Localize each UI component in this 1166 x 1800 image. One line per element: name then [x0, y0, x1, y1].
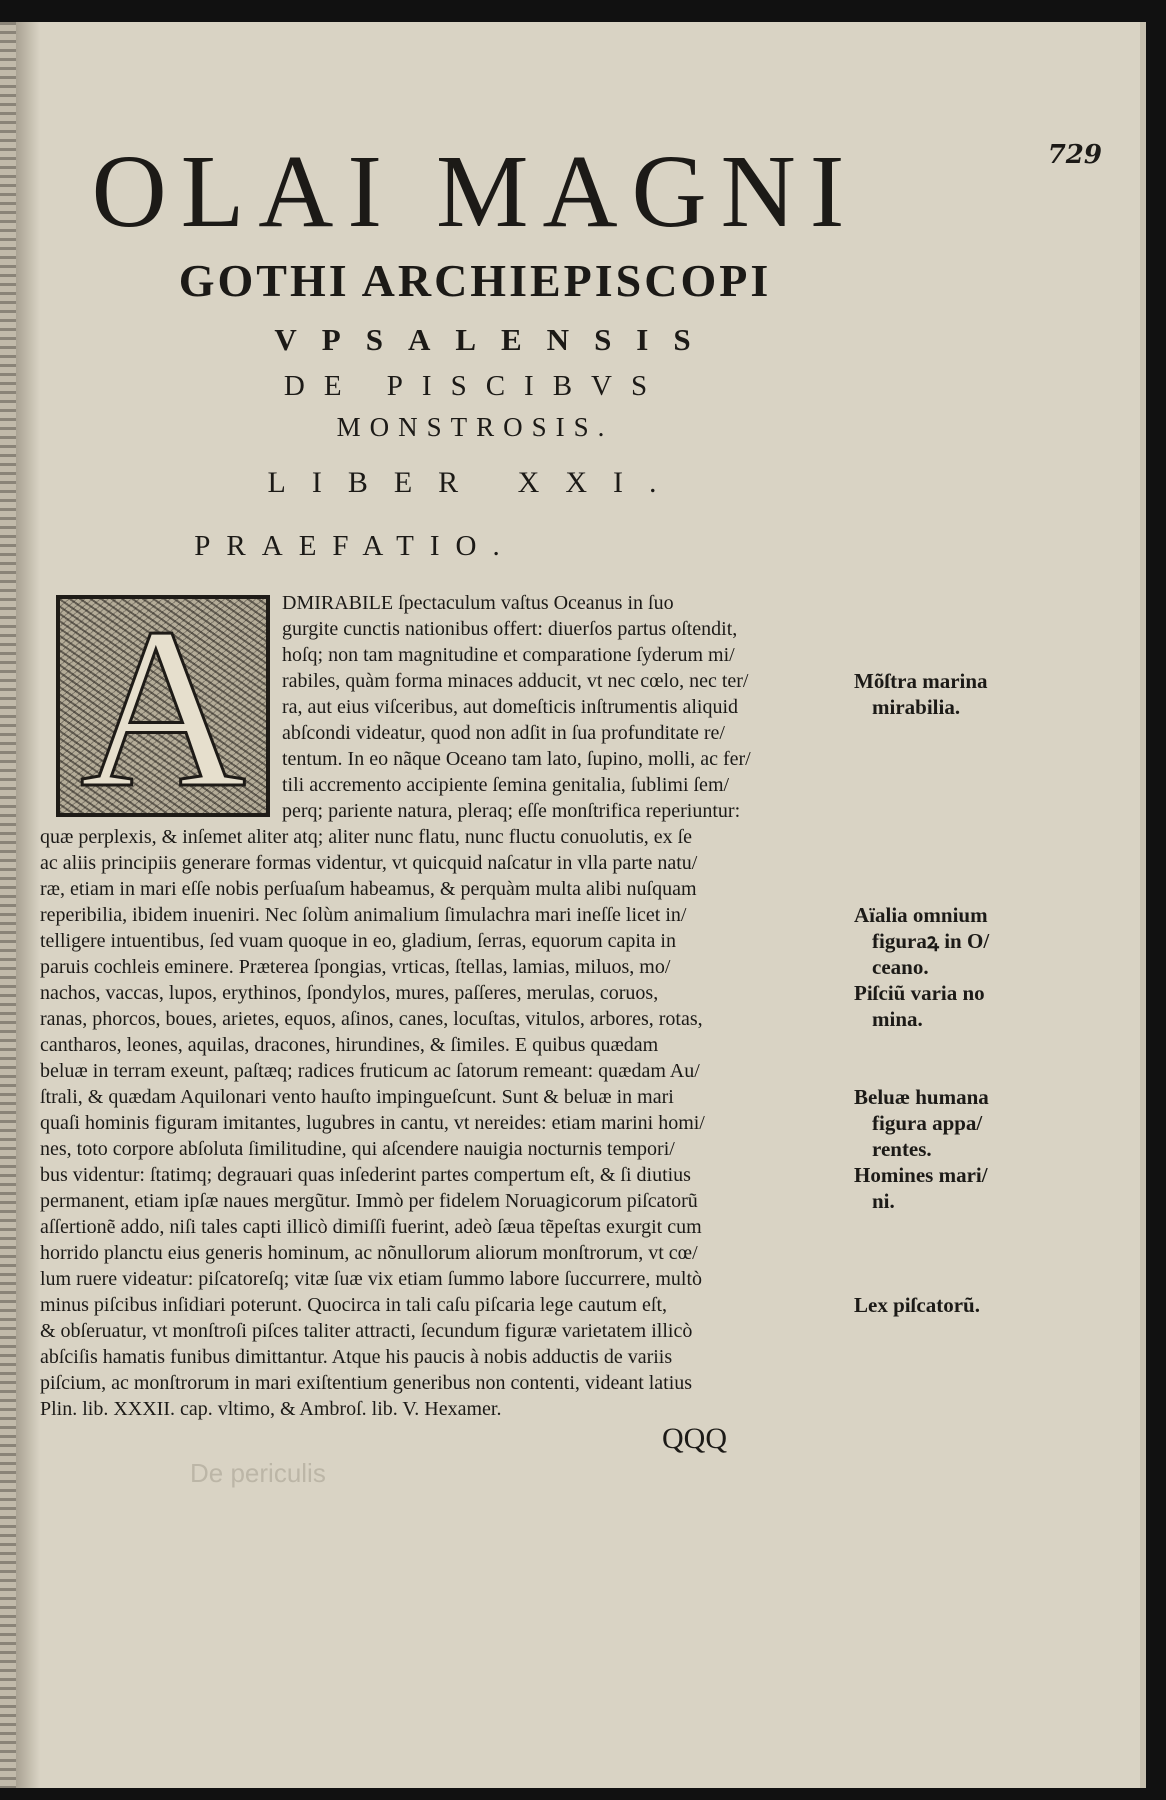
- body-line: ac aliis principiis generare formas videntur, vt quicquid naſcatur in vlla parte natu/: [40, 852, 698, 874]
- body-line: gurgite cunctis nationibus offert: diuerſos partus oſtendit,: [282, 618, 738, 640]
- body-line: hoſq; non tam magnitudine et comparatione ſyderum mi/: [282, 644, 735, 666]
- page-right-edge: [1140, 22, 1146, 1788]
- margin-note: rentes.: [872, 1137, 932, 1161]
- body-line: telligere intuentibus, ſed vuam quoque in eo, gladium, ſerras, equorum capita in: [40, 930, 676, 952]
- body-line: quæ perplexis, & inſemet aliter atq; aliter nunc flatu, nunc fluctu conuolutis, ex ſe: [40, 826, 693, 848]
- body-line: ræ, etiam in mari eſſe nobis perſuaſum habeamus, & perquàm multa alibi nuſquam: [40, 878, 697, 900]
- body-line: bus videntur: ſtatimq; degrauari quas inſederint partes compertum eſt, & ſi diutius: [40, 1164, 691, 1186]
- title-line-author: OLAI MAGNI: [91, 134, 859, 249]
- body-line: rabiles, quàm forma minaces adducit, vt nec cœlo, nec ter/: [282, 670, 749, 692]
- margin-note: ceano.: [872, 955, 929, 979]
- page-scan: [0, 22, 1146, 1788]
- body-line: beluæ in terram exeunt, paſtæq; radices fruticum ac ſatorum remeant: quædam Au/: [40, 1060, 700, 1082]
- margin-note: ni.: [872, 1189, 895, 1213]
- decorated-initial: [56, 580, 270, 835]
- body-line: quaſi hominis figuram imitantes, lugubres in cantu, vt nereides: etiam marini homi/: [40, 1112, 705, 1134]
- body-line: lum ruere videatur: piſcatoreſq; vitæ ſuæ vix etiam ſummo labore ſuccurrere, multò: [40, 1268, 703, 1290]
- body-line: reperibilia, ibidem inueniri. Nec ſolùm animalium ſimulachra mari ineſſe licet in/: [40, 904, 687, 926]
- body-line: ranas, phorcos, boues, arietes, equos, aſinos, canes, locuſtas, vitulos, arbores, rotas,: [40, 1008, 703, 1030]
- body-line: ſtrali, & quædam Aquilonari vento hauſto impingueſcunt. Sunt & beluæ in mari: [40, 1086, 674, 1108]
- margin-note: Homines mari/: [854, 1163, 988, 1187]
- page-number: 729: [1047, 140, 1102, 170]
- body-line: nes, toto corpore abſoluta ſimilitudine, qui aſcendere nauigia nocturnis tempori/: [40, 1138, 675, 1160]
- initial-letter: A: [79, 580, 247, 835]
- body-line: permanent, etiam ipſæ naues mergũtur. Immò per fidelem Noruagicorum piſcatorũ: [40, 1190, 698, 1212]
- title-line-subject: DE PISCIBVS: [283, 370, 667, 402]
- body-line: Plin. lib. XXXII. cap. vltimo, & Ambroſ. lib. V. Hexamer.: [40, 1398, 502, 1420]
- body-line: tili accremento accipiente ſemina genitalia, ſublimi ſem/: [282, 774, 730, 796]
- margin-note: Lex piſcatorũ.: [854, 1293, 980, 1317]
- margin-note: figuraꝝ in O/: [872, 929, 990, 953]
- body-line: perq; pariente natura, pleraq; eſſe monſtrifica reperiuntur:: [282, 800, 741, 822]
- margin-note: mirabilia.: [872, 695, 961, 719]
- margin-note: Piſciũ varia no: [854, 981, 985, 1005]
- book-number: LIBER XXI.: [267, 466, 683, 499]
- body-line: abſcondi videatur, quod non adſit in ſua profunditate re/: [282, 722, 725, 744]
- show-through-text: De periculis: [190, 1458, 326, 1488]
- body-line: abſciſis hamatis funibus dimittantur. Atque his paucis à nobis adductis de variis: [40, 1346, 673, 1368]
- body-line: piſcium, ac monſtrorum in mari exiſtentium generibus non contenti, videant latius: [40, 1372, 693, 1394]
- section-heading: PRAEFATIO.: [194, 530, 516, 562]
- title-line-see: VPSALENSIS: [274, 322, 716, 357]
- body-line: cantharos, leones, aquilas, dracones, hirundines, & ſimiles. E quibus quædam: [40, 1034, 659, 1056]
- body-line: DMIRABILE ſpectaculum vaſtus Oceanus in ſuo: [282, 592, 674, 614]
- margin-note: Mõſtra marina: [854, 669, 988, 693]
- body-line: nachos, vaccas, lupos, erythinos, ſpondylos, mures, paſſeres, merulas, coruos,: [40, 982, 659, 1004]
- body-line: horrido planctu eius generis hominum, ac nõnullorum aliorum monſtrorum, vt cœ/: [40, 1242, 698, 1264]
- catchword: QQQ: [662, 1422, 727, 1455]
- margin-note: figura appa/: [872, 1111, 983, 1135]
- body-line: aſſertionẽ addo, niſi tales capti illicò dimiſſi fuerint, adeò ſæua tẽpeſtas exurgit cum: [40, 1216, 702, 1238]
- body-line: ra, aut eius viſceribus, aut domeſticis inſtrumentis aliquid: [282, 696, 739, 718]
- body-line: tentum. In eo nãque Oceano tam lato, ſupino, molli, ac fer/: [282, 748, 751, 770]
- body-line: paruis cochleis eminere. Præterea ſpongias, vrticas, ſtellas, lamias, miluos, mo/: [40, 956, 671, 978]
- body-line: minus piſcibus inſidiari poterunt. Quocirca in tali caſu piſcaria lege cautum eſt,: [40, 1294, 668, 1316]
- margin-note: mina.: [872, 1007, 923, 1031]
- body-line: & obſeruatur, vt monſtroſi piſces taliter attracti, ſecundum figuræ varietatem illicò: [40, 1320, 693, 1342]
- margin-note: Beluæ humana: [854, 1085, 989, 1109]
- margin-note: Aïalia omnium: [854, 903, 988, 927]
- title-line-subject-2: MONSTROSIS.: [336, 412, 614, 442]
- title-line-office: GOTHI ARCHIEPISCOPI: [178, 255, 772, 306]
